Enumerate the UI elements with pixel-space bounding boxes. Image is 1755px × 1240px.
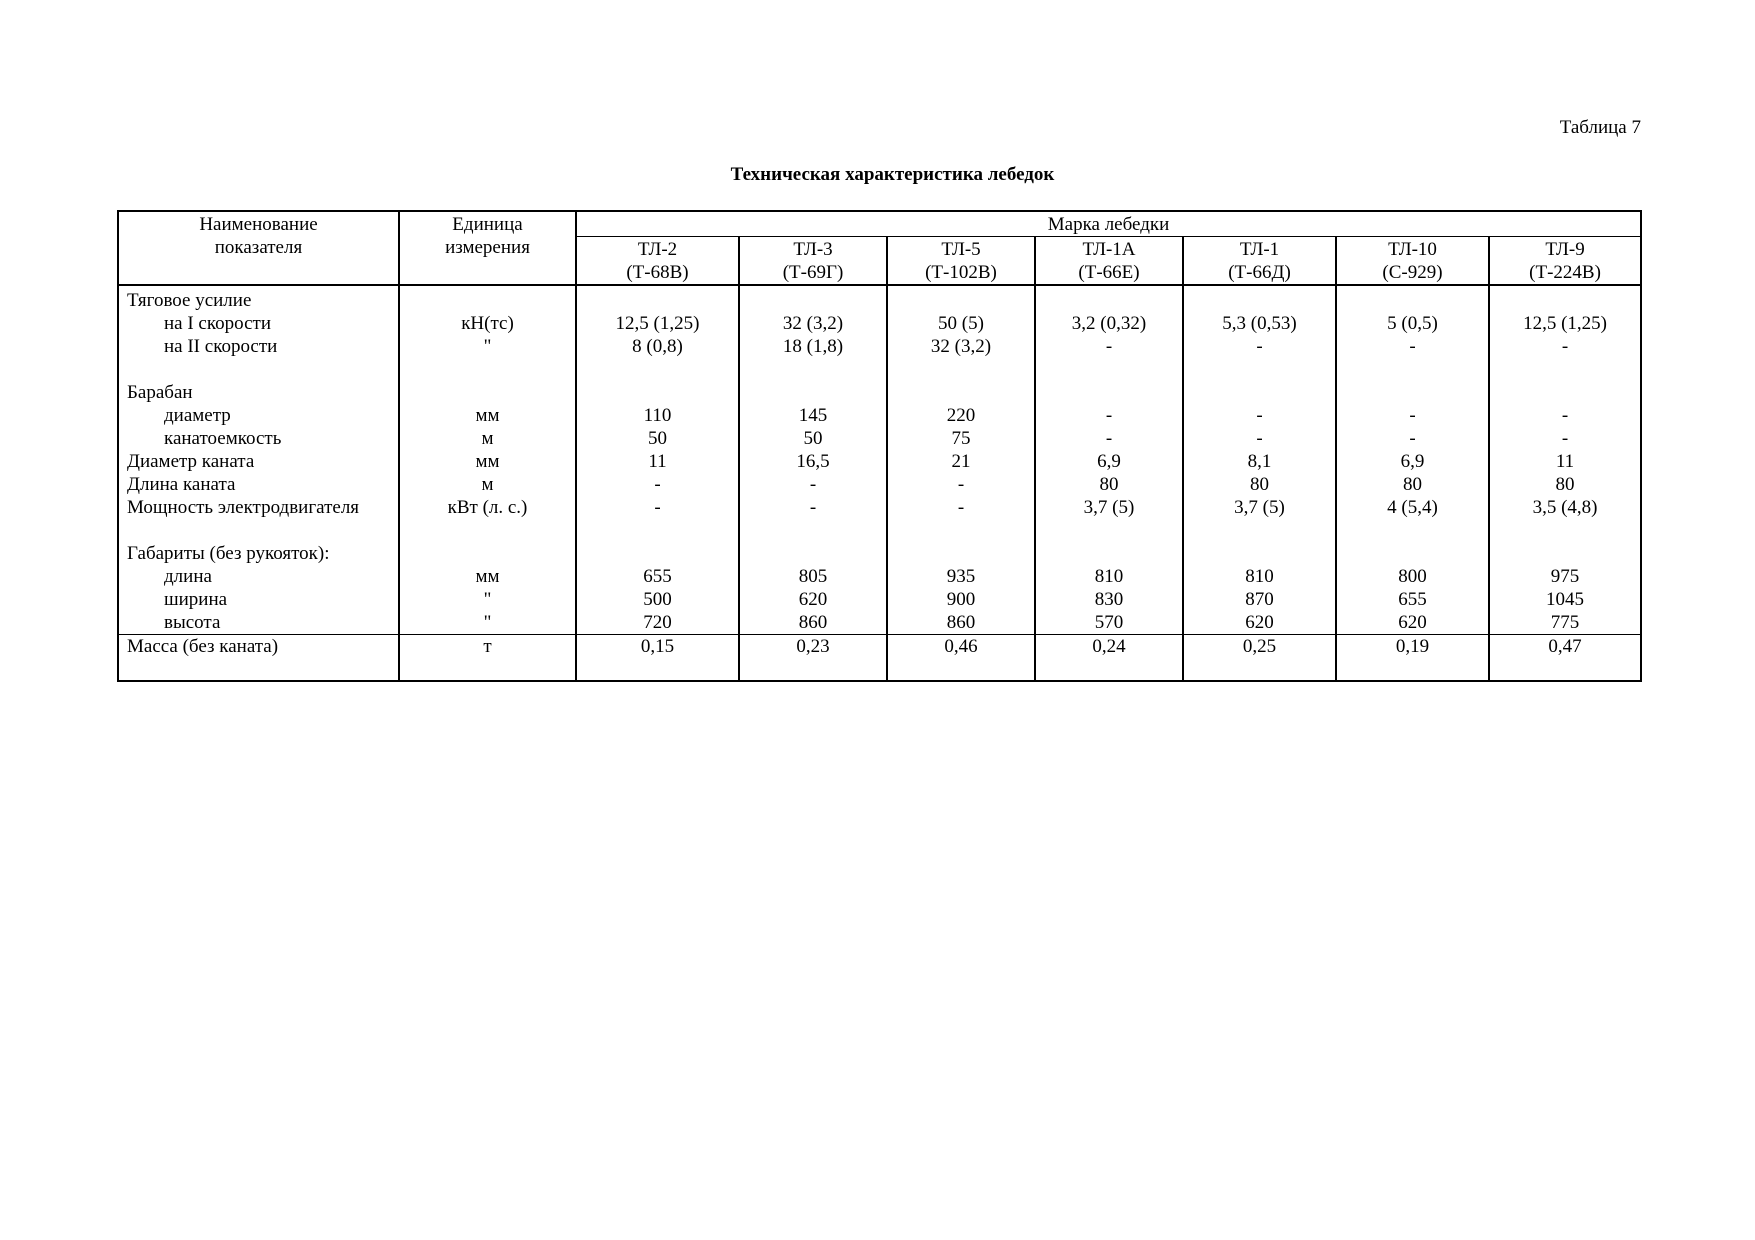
table-cell: - (1489, 335, 1641, 358)
table-cell: 12,5 (1,25) (576, 312, 739, 335)
table-cell (1336, 381, 1489, 404)
table-row (118, 542, 1641, 565)
table-cell (1183, 285, 1336, 312)
row-unit: мм (399, 450, 576, 473)
row-label: канатоемкость (118, 427, 399, 450)
table-cell: 6,9 (1336, 450, 1489, 473)
table-cell: 3,5 (4,8) (1489, 496, 1641, 519)
table-cell: 620 (1183, 611, 1336, 635)
table-cell: 935 (887, 565, 1035, 588)
row-unit: мм (399, 404, 576, 427)
table-cell: 16,5 (739, 450, 887, 473)
table-cell: - (1336, 404, 1489, 427)
table-row (118, 312, 1641, 335)
table-cell: - (739, 496, 887, 519)
table-cell (1489, 542, 1641, 565)
table-cell (739, 542, 887, 565)
row-unit: " (399, 335, 576, 358)
row-label: Барабан (118, 381, 399, 404)
table-cell: 3,7 (5) (1183, 496, 1336, 519)
spacer-row (118, 519, 1641, 542)
table-cell: 775 (1489, 611, 1641, 635)
table-row (118, 588, 1641, 611)
table-cell: 0,25 (1183, 635, 1336, 682)
table-cell: - (887, 496, 1035, 519)
table-cell: 720 (576, 611, 739, 635)
row-unit: кН(тс) (399, 312, 576, 335)
table-row (118, 335, 1641, 358)
table-cell: 4 (5,4) (1336, 496, 1489, 519)
table-cell: 830 (1035, 588, 1183, 611)
table-cell: 3,7 (5) (1035, 496, 1183, 519)
table-cell: - (576, 496, 739, 519)
table-cell: 1045 (1489, 588, 1641, 611)
table-cell: 810 (1035, 565, 1183, 588)
table-row (118, 565, 1641, 588)
row-label: Масса (без каната) (118, 635, 399, 682)
table-cell (1183, 381, 1336, 404)
winch-specs-table (117, 210, 1642, 682)
row-unit: мм (399, 565, 576, 588)
table-cell: 8,1 (1183, 450, 1336, 473)
row-label: Мощность электродвигателя (118, 496, 399, 519)
table-cell (576, 381, 739, 404)
row-label: ширина (118, 588, 399, 611)
header-model: ТЛ-1 (Т-66Д) (1183, 237, 1336, 286)
table-cell: 0,47 (1489, 635, 1641, 682)
header-model: ТЛ-10 (С-929) (1336, 237, 1489, 286)
table-cell: 11 (1489, 450, 1641, 473)
table-cell: 220 (887, 404, 1035, 427)
row-unit: м (399, 473, 576, 496)
table-row (118, 404, 1641, 427)
table-row (118, 635, 1641, 682)
table-cell: 80 (1183, 473, 1336, 496)
table-cell (1035, 285, 1183, 312)
table-cell: 0,19 (1336, 635, 1489, 682)
table-cell (887, 285, 1035, 312)
table-row (118, 450, 1641, 473)
table-cell: 800 (1336, 565, 1489, 588)
table-cell (1489, 381, 1641, 404)
table-cell: 620 (739, 588, 887, 611)
row-unit: " (399, 611, 576, 635)
table-row (118, 427, 1641, 450)
table-cell: - (739, 473, 887, 496)
table-cell: 32 (3,2) (887, 335, 1035, 358)
table-cell (1035, 381, 1183, 404)
table-cell: 655 (1336, 588, 1489, 611)
row-label: на I скорости (118, 312, 399, 335)
table-cell: 75 (887, 427, 1035, 450)
header-model: ТЛ-5 (Т-102В) (887, 237, 1035, 286)
table-cell: 0,15 (576, 635, 739, 682)
table-cell: 12,5 (1,25) (1489, 312, 1641, 335)
table-cell: - (1489, 427, 1641, 450)
table-cell: 3,2 (0,32) (1035, 312, 1183, 335)
row-unit: " (399, 588, 576, 611)
table-cell: 80 (1336, 473, 1489, 496)
table-cell (887, 381, 1035, 404)
table-cell (576, 285, 739, 312)
row-label: Длина каната (118, 473, 399, 496)
row-unit: т (399, 635, 576, 682)
row-label: Габариты (без рукояток): (118, 542, 399, 565)
table-cell: - (1035, 427, 1183, 450)
table-row (118, 285, 1641, 312)
row-unit: кВт (л. с.) (399, 496, 576, 519)
table-cell: 860 (887, 611, 1035, 635)
header-model: ТЛ-3 (Т-69Г) (739, 237, 887, 286)
table-cell (739, 381, 887, 404)
row-label: на II скорости (118, 335, 399, 358)
table-cell (1035, 542, 1183, 565)
table-cell: 975 (1489, 565, 1641, 588)
row-unit (399, 381, 576, 404)
table-title: Техническая характеристика лебедок (730, 164, 1055, 185)
table-cell: - (1183, 335, 1336, 358)
table-cell: 655 (576, 565, 739, 588)
table-cell: 18 (1,8) (739, 335, 887, 358)
table-cell: 21 (887, 450, 1035, 473)
row-unit (399, 285, 576, 312)
table-caption: Таблица 7 (1559, 117, 1641, 138)
row-label: Диаметр каната (118, 450, 399, 473)
row-label: диаметр (118, 404, 399, 427)
table-cell: - (1183, 427, 1336, 450)
table-cell: 870 (1183, 588, 1336, 611)
table-cell (739, 285, 887, 312)
table-cell: - (1035, 404, 1183, 427)
table-cell (576, 542, 739, 565)
table-cell: 110 (576, 404, 739, 427)
row-unit (399, 542, 576, 565)
table-cell: 0,46 (887, 635, 1035, 682)
table-cell: 80 (1035, 473, 1183, 496)
row-label: длина (118, 565, 399, 588)
table-cell (1336, 542, 1489, 565)
table-cell: - (887, 473, 1035, 496)
table-cell: 11 (576, 450, 739, 473)
header-model: ТЛ-2 (Т-68В) (576, 237, 739, 286)
table-cell: 900 (887, 588, 1035, 611)
table-cell: 145 (739, 404, 887, 427)
table-cell: 6,9 (1035, 450, 1183, 473)
table-cell: 0,23 (739, 635, 887, 682)
header-brand: Марка лебедки (576, 211, 1641, 237)
table-cell: - (1336, 427, 1489, 450)
table-cell: 860 (739, 611, 887, 635)
header-model: ТЛ-9 (Т-224В) (1489, 237, 1641, 286)
table-row (118, 381, 1641, 404)
table-cell: 32 (3,2) (739, 312, 887, 335)
table-cell: 5,3 (0,53) (1183, 312, 1336, 335)
table-cell: 50 (576, 427, 739, 450)
header-model: ТЛ-1А (Т-66Е) (1035, 237, 1183, 286)
table-cell: 50 (5) (887, 312, 1035, 335)
header-unit: Единица измерения (399, 211, 576, 285)
table-cell: 50 (739, 427, 887, 450)
table-cell: - (1035, 335, 1183, 358)
table-cell: - (1489, 404, 1641, 427)
table-row (118, 496, 1641, 519)
table-cell: 620 (1336, 611, 1489, 635)
row-unit: м (399, 427, 576, 450)
table-cell: - (1336, 335, 1489, 358)
table-cell: 805 (739, 565, 887, 588)
table-cell: - (1183, 404, 1336, 427)
header-name: Наименование показателя (118, 211, 399, 285)
spacer-row (118, 358, 1641, 381)
table-cell (1183, 542, 1336, 565)
table-cell: 0,24 (1035, 635, 1183, 682)
table-cell: 80 (1489, 473, 1641, 496)
table-cell (887, 542, 1035, 565)
table-cell: 500 (576, 588, 739, 611)
table-cell: 570 (1035, 611, 1183, 635)
table-row (118, 473, 1641, 496)
table-cell (1489, 285, 1641, 312)
table-cell: 810 (1183, 565, 1336, 588)
row-label: высота (118, 611, 399, 635)
table-row (118, 611, 1641, 635)
table-cell: - (576, 473, 739, 496)
table-cell: 5 (0,5) (1336, 312, 1489, 335)
row-label: Тяговое усилие (118, 285, 399, 312)
table-cell: 8 (0,8) (576, 335, 739, 358)
table-cell (1336, 285, 1489, 312)
